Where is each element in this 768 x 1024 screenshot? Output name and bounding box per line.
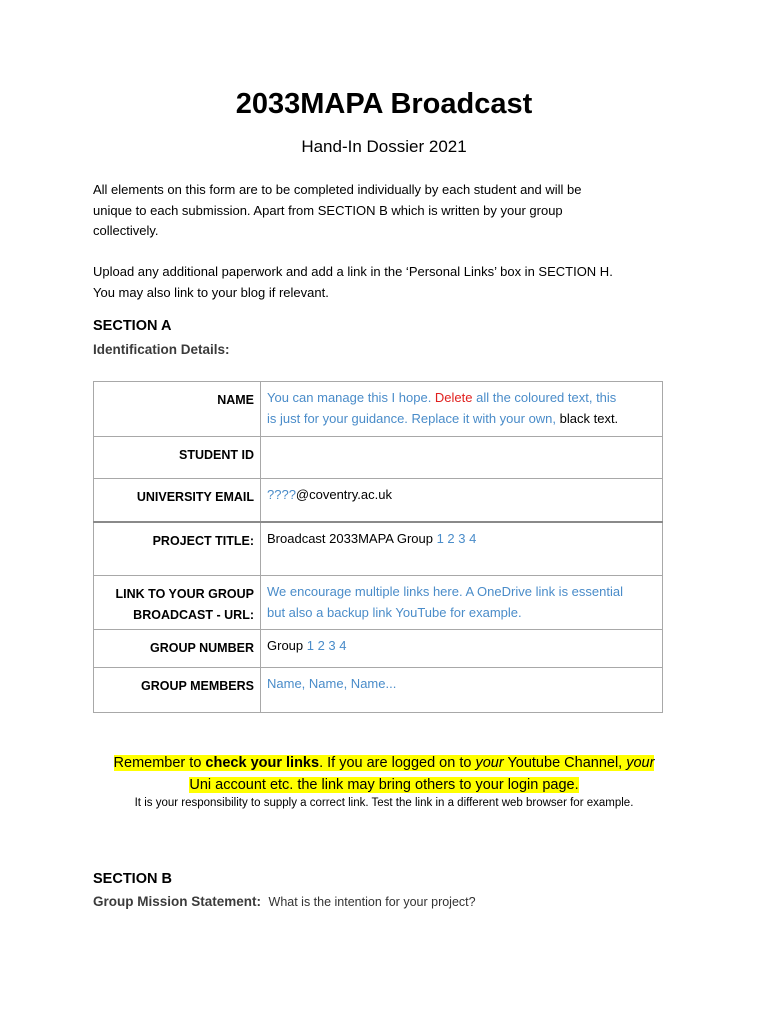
- intro-line: All elements on this form are to be completed individually by each student and will be: [93, 182, 582, 197]
- section-a-subheading: Identification Details:: [93, 342, 230, 357]
- reminder-highlight: Uni account etc. the link may bring others to your login page.: [189, 777, 579, 793]
- table-row: [94, 382, 663, 437]
- mission-statement-prompt: What is the intention for your project?: [268, 895, 476, 909]
- table-row: [94, 522, 663, 576]
- reminder-text: Youtube Channel,: [503, 755, 627, 771]
- group-options: 1 2 3 4: [436, 530, 477, 546]
- document-title: 2033MAPA Broadcast: [235, 88, 533, 120]
- black-text: black text.: [559, 410, 619, 426]
- guidance-text: We encourage multiple links here. A OneDrive link is essential: [267, 584, 623, 599]
- university-email-field[interactable]: [261, 479, 663, 522]
- guidance-text: is just for your guidance. Replace it with your own,: [267, 410, 560, 426]
- group-options: 1 2 3 4: [306, 638, 347, 653]
- reminder-italic: your: [475, 755, 504, 771]
- upload-line: Upload any additional paperwork and add a link in the ‘Personal Links’ box in SECTION H.: [93, 264, 613, 279]
- table-row: [94, 437, 663, 479]
- table-row: [94, 630, 663, 668]
- reminder-italic: your: [626, 755, 655, 771]
- group-link-label: [94, 576, 261, 630]
- document-subtitle: Hand-In Dossier 2021: [301, 137, 467, 156]
- intro-line: unique to each submission. Apart from SECTION B which is written by your group: [93, 202, 563, 218]
- group-number-text: Group: [267, 638, 307, 653]
- student-id-label: STUDENT ID: [94, 437, 261, 479]
- project-title-label: PROJECT TITLE:: [94, 522, 261, 576]
- group-number-field[interactable]: [261, 630, 663, 668]
- email-domain: @coventry.ac.uk: [295, 487, 392, 502]
- table-row: [94, 668, 663, 713]
- intro-line: collectively.: [93, 223, 159, 238]
- group-link-label-line: BROADCAST - URL:: [133, 607, 254, 622]
- group-number-label: GROUP NUMBER: [94, 630, 261, 668]
- student-id-field[interactable]: [261, 437, 663, 479]
- university-email-label: UNIVERSITY EMAIL: [94, 479, 261, 522]
- name-label: NAME: [94, 382, 261, 437]
- responsibility-note: It is your responsibility to supply a correct link. Test the link in a different web browser for example.: [134, 797, 634, 809]
- reminder-bold: check your links: [205, 755, 320, 771]
- group-members-field[interactable]: Name, Name, Name...: [261, 668, 663, 713]
- group-link-field[interactable]: [261, 576, 663, 630]
- section-a-heading: SECTION A: [93, 318, 172, 334]
- guidance-text: all the coloured text, this: [472, 390, 617, 405]
- guidance-text: You can manage this I hope.: [267, 390, 435, 405]
- name-field[interactable]: [261, 382, 663, 437]
- project-title-text: Broadcast 2033MAPA Group: [267, 530, 437, 546]
- guidance-text: but also a backup link YouTube for example.: [267, 604, 522, 620]
- delete-text: Delete: [434, 390, 473, 405]
- mission-statement-label: Group Mission Statement:: [93, 894, 262, 909]
- reminder-text: . If you are logged on to: [319, 755, 476, 771]
- section-b-heading: SECTION B: [93, 871, 172, 887]
- link-reminder-notice: [0, 752, 768, 796]
- table-row: [94, 576, 663, 630]
- section-b-subheading: [93, 894, 476, 909]
- project-title-field[interactable]: [261, 522, 663, 576]
- upload-line: You may also link to your blog if relevant.: [93, 284, 329, 300]
- reminder-highlight: [114, 755, 655, 771]
- intro-paragraph: [93, 180, 683, 242]
- email-placeholder: ????: [267, 487, 296, 502]
- upload-paragraph: [93, 262, 683, 303]
- reminder-text: Remember to: [113, 755, 206, 771]
- identification-table: [93, 381, 663, 713]
- group-link-label-line: LINK TO YOUR GROUP: [115, 587, 254, 601]
- group-members-label: GROUP MEMBERS: [94, 668, 261, 713]
- table-row: [94, 479, 663, 522]
